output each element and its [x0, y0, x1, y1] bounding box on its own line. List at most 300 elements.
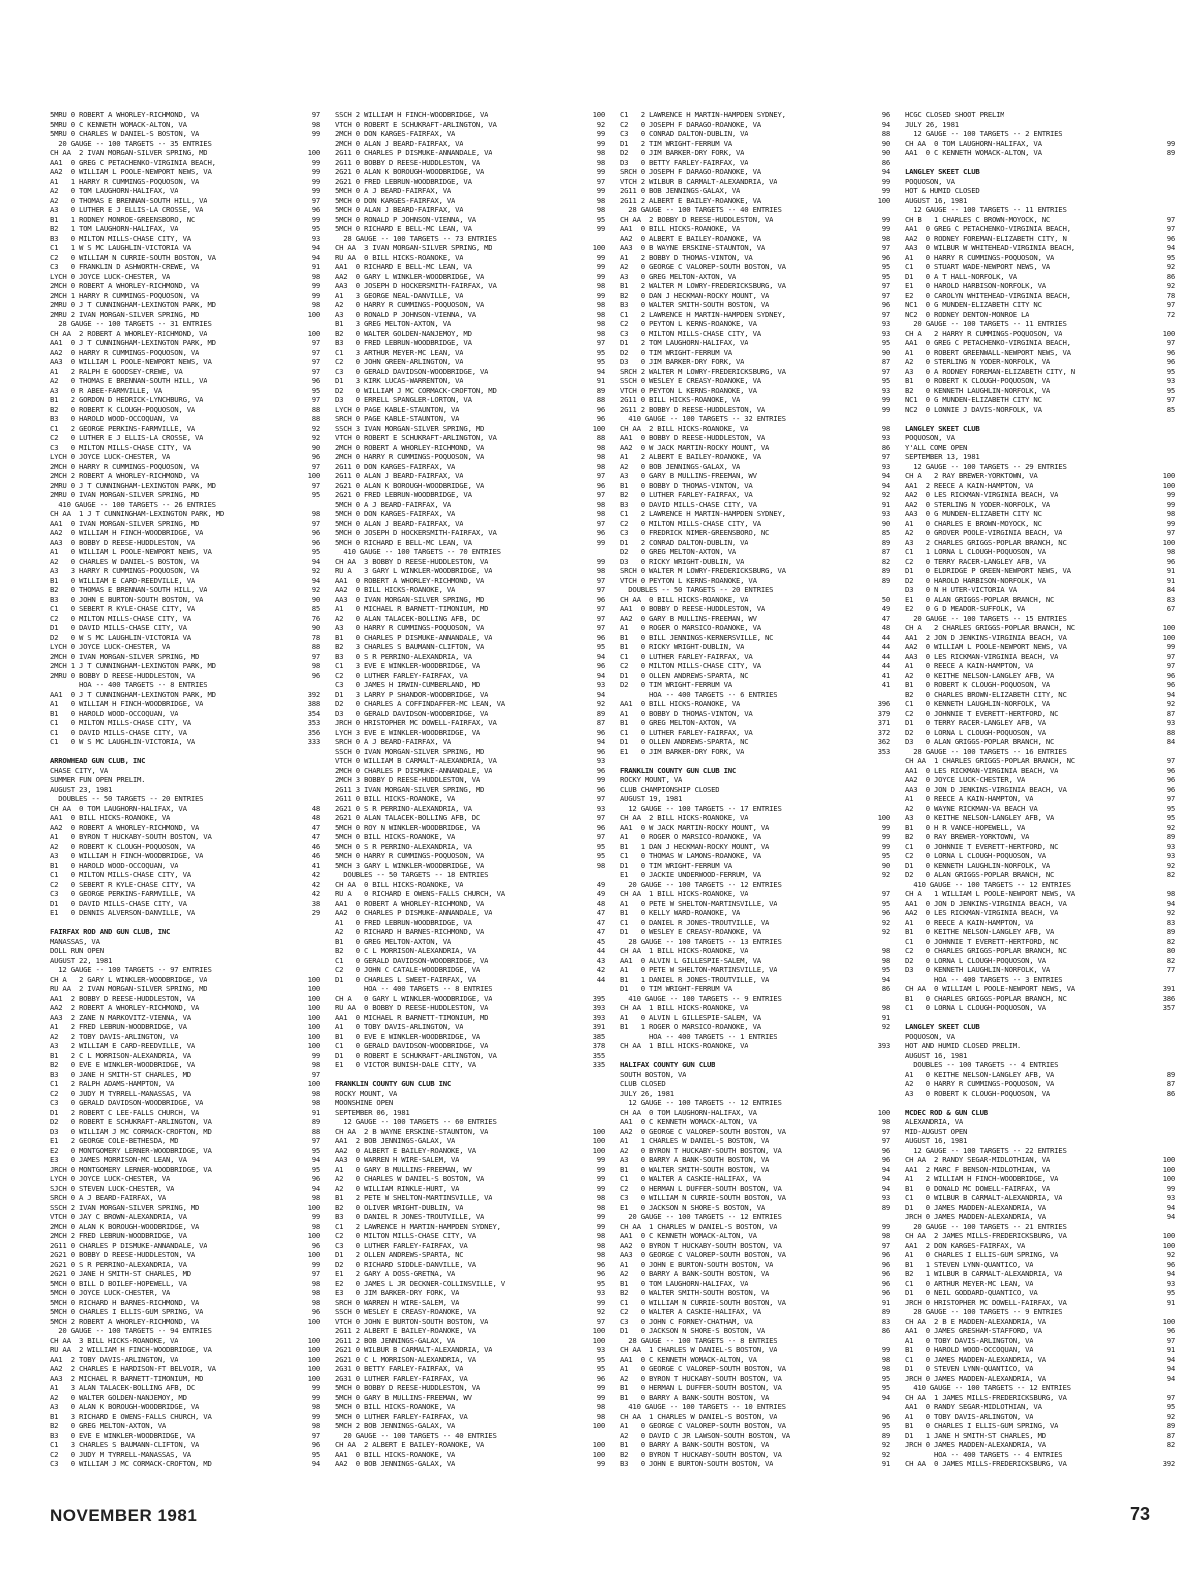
entry-text: C1 0 MILTON MILLS-CHASE CITY, VA — [50, 718, 191, 727]
entry-score: 100 — [1162, 1164, 1175, 1174]
result-line — [50, 1383, 320, 1393]
result-line — [905, 462, 1175, 472]
entry-score: 362 — [877, 737, 890, 746]
result-line — [905, 709, 1175, 719]
entry-score: 379 — [877, 708, 890, 718]
entry-score: 98 — [881, 1354, 890, 1364]
entry-score: 82 — [1166, 1440, 1175, 1449]
entry-score: 95 — [596, 214, 605, 224]
entry-score: 95 — [311, 385, 320, 395]
entry-score: 97 — [596, 176, 605, 186]
entry-score: 90 — [311, 623, 320, 632]
entry-text — [620, 1469, 777, 1471]
entry-score: 89 — [881, 1202, 890, 1212]
entry-text: B1 3 RICHARD E OWENS-FALLS CHURCH, VA — [50, 1411, 212, 1421]
result-line — [335, 1098, 605, 1108]
result-line — [905, 1041, 1175, 1051]
entry-score: 94 — [596, 651, 605, 661]
entry-score: 99 — [596, 1383, 605, 1392]
entry-score: 100 — [307, 1373, 320, 1383]
entry-text: 410 GAUGE -- 100 TARGETS -- 12 ENTRIES — [905, 1383, 1071, 1392]
entry-score: 93 — [881, 461, 890, 471]
entry-text: B1 2 WALTER M LOWRY-FREDERICKSBURG, VA — [620, 281, 786, 290]
entry-score: 97 — [311, 651, 320, 661]
entry-score — [593, 1469, 605, 1471]
spacer — [50, 747, 320, 757]
entry-score: 100 — [307, 1041, 320, 1050]
result-line — [335, 395, 605, 405]
entry-text: CH A 2 RAY BREWER-YORKTOWN, VA — [905, 471, 1038, 480]
entry-text: B1 0 KELLY WARD-ROANOKE, VA — [620, 908, 741, 917]
result-line — [620, 405, 890, 415]
entry-text: D1 0 DAVID MILLS-CHASE CITY, VA — [50, 623, 187, 632]
entry-text: AA1 0 JON D JENKINS-VIRGINIA BEACH, VA — [905, 898, 1067, 908]
result-line — [620, 1070, 890, 1080]
result-line — [905, 671, 1175, 681]
entry-text: C1 0 JAMES MADDEN-ALEXANDRIA, VA — [905, 1354, 1046, 1364]
entry-score: 97 — [311, 1430, 320, 1440]
result-line — [905, 604, 1175, 614]
result-line — [620, 177, 890, 187]
club-heading — [905, 1108, 1175, 1118]
entry-text: E1 0 JIM BARKER-DRY FORK, VA — [620, 746, 745, 756]
result-line — [50, 1165, 320, 1175]
entry-text: 5MCH 0 HARRY R CUMMINGS-POQUOSON, VA — [335, 851, 485, 860]
result-line — [620, 1155, 890, 1165]
entry-text: LANGLEY SKEET CLUB — [905, 167, 980, 176]
result-line — [905, 433, 1175, 443]
result-line — [905, 1051, 1175, 1061]
result-line — [50, 1260, 320, 1270]
entry-score — [601, 234, 605, 244]
entry-text: D2 0 TIM WRIGHT-FERRUM VA — [620, 680, 732, 689]
entry-score: 86 — [881, 157, 890, 167]
entry-score: 98 — [881, 946, 890, 955]
result-line — [620, 975, 890, 985]
result-line — [50, 994, 320, 1004]
entry-text: AA2 0 BILL HICKS-ROANOKE, VA — [335, 585, 456, 594]
entry-score: 49 — [596, 879, 605, 889]
entry-text: C1 0 JOHNNIE T EVERETT-HERTFORD, NC — [905, 841, 1059, 851]
entry-score: 98 — [311, 1421, 320, 1430]
entry-score: 94 — [1166, 1364, 1175, 1373]
entry-text: CH AA 3 IVAN MORGAN-SILVER SPRING, MD — [335, 243, 493, 252]
result-line — [620, 1222, 890, 1232]
entry-score — [316, 500, 320, 510]
result-line — [905, 129, 1175, 139]
result-line — [335, 718, 605, 728]
entry-text: 20 GAUGE -- 100 TARGETS -- 12 ENTRIES — [620, 1212, 782, 1221]
entry-text: CH AA 3 BILL HICKS-ROANOKE, VA — [50, 1335, 179, 1345]
entry-score: 93 — [596, 1288, 605, 1297]
entry-text: CH AA 3 BOBBY D REESE-HUDDLESTON, VA — [335, 556, 489, 566]
entry-text: 2G11 0 BOBBY D REESE-HUDDLESTON, VA — [335, 157, 481, 167]
result-line — [335, 1022, 605, 1032]
entry-text: AA2 0 ALBERT E BAILEY-ROANOKE, VA — [335, 1145, 476, 1155]
result-line — [335, 794, 605, 804]
entry-text: AA1 0 BILL HICKS-ROANOKE, VA — [335, 1449, 456, 1459]
entry-score: 391 — [1162, 984, 1175, 993]
entry-text: AA2 0 W JACK MARTIN-ROCKY MOUNT, VA — [620, 442, 770, 452]
entry-score: 99 — [311, 186, 320, 195]
entry-score: 97 — [1166, 338, 1175, 347]
entry-score — [886, 794, 890, 804]
entry-text: C1 0 ARTHUR MEYER-MC LEAN, VA — [905, 1278, 1034, 1288]
entry-score: 96 — [881, 1411, 890, 1421]
result-line — [905, 490, 1175, 500]
entry-text: A2 0 BYRON T HUCKABY-SOUTH BOSTON, VA — [620, 1373, 782, 1383]
result-line — [620, 576, 890, 586]
results-column-1 — [50, 110, 320, 1470]
result-line — [50, 1336, 320, 1346]
entry-score: 96 — [596, 1259, 605, 1269]
result-line — [50, 671, 320, 681]
entry-score: 97 — [881, 243, 890, 252]
entry-text: LYCH 0 JOYCE LUCK-CHESTER, VA — [50, 452, 171, 461]
entry-score: 97 — [1166, 794, 1175, 803]
result-line — [335, 775, 605, 785]
entry-score: 82 — [1166, 870, 1175, 879]
result-line — [905, 1317, 1175, 1327]
entry-score — [886, 756, 890, 766]
entry-text: A1 2 RALPH E GOODSEY-CREWE, VA — [50, 366, 183, 376]
entry-score: 93 — [881, 433, 890, 442]
result-line — [50, 1250, 320, 1260]
entry-text: B2 0 C L MORRISON-ALEXANDRIA, VA — [335, 946, 476, 955]
result-line — [620, 1127, 890, 1137]
entry-score: 100 — [1162, 328, 1175, 338]
result-line — [620, 1383, 890, 1393]
result-line — [905, 1032, 1175, 1042]
entry-score: 100 — [1162, 471, 1175, 480]
entry-text: B3 0 DAVID MILLS-CHASE CITY, VA — [620, 499, 757, 509]
entry-score: 97 — [596, 794, 605, 803]
entry-score — [1171, 452, 1175, 462]
entry-score: 98 — [596, 1240, 605, 1250]
result-line — [335, 1003, 605, 1013]
result-line — [50, 842, 320, 852]
club-heading — [905, 424, 1175, 434]
entry-text: 28 GAUGE -- 100 TARGETS -- 31 ENTRIES — [50, 319, 212, 328]
result-line — [50, 604, 320, 614]
entry-text: A1 0 CHARLES E BROWN-MOYOCK, NC — [905, 518, 1042, 528]
entry-score — [886, 1060, 890, 1070]
entry-text: AA1 0 BILL HICKS-ROANOKE, VA — [620, 699, 741, 708]
entry-score: 98 — [311, 1402, 320, 1411]
result-line — [620, 1345, 890, 1355]
result-line — [50, 1127, 320, 1137]
result-line — [905, 310, 1175, 320]
entry-score: 98 — [596, 157, 605, 167]
result-line — [335, 614, 605, 624]
result-line — [335, 1307, 605, 1317]
entry-text: B3 0 JOHN E BURTON-SOUTH BOSTON, VA — [620, 1459, 774, 1468]
result-line — [50, 186, 320, 196]
entry-text: 12 GAUGE -- 100 TARGETS -- 22 ENTRIES — [905, 1145, 1067, 1155]
entry-text: AA2 2 ROBERT A WHORLEY-RICHMOND, VA — [50, 1003, 200, 1012]
entry-score: 93 — [311, 233, 320, 243]
entry-text: AA1 0 ROBERT A WHORLEY-RICHMOND, VA — [335, 575, 485, 585]
spacer — [50, 918, 320, 928]
entry-score: 99 — [596, 167, 605, 176]
result-line — [905, 680, 1175, 690]
entry-score: 47 — [881, 613, 890, 623]
result-line — [50, 1431, 320, 1441]
entry-text: A3 0 ROBERT K CLOUGH-POQUOSON, VA — [905, 1088, 1051, 1098]
entry-score: 97 — [596, 623, 605, 632]
entry-text: A1 3 GEORGE NEAL-DANVILLE, VA — [335, 290, 464, 300]
entry-score: 95 — [881, 338, 890, 347]
result-line — [50, 1374, 320, 1384]
entry-score: 333 — [307, 737, 320, 746]
entry-score: 99 — [881, 176, 890, 186]
entry-score: 92 — [1166, 1411, 1175, 1421]
result-line — [335, 671, 605, 681]
entry-text: 5MRU 0 C KENNETH WOMACK-ALTON, VA — [50, 119, 187, 129]
entry-text: 2G11 0 BILL HICKS-ROANOKE, VA — [335, 794, 456, 803]
result-line — [335, 215, 605, 225]
entry-text: D2 0 LORNA L CLOUGH-POQUOSON, VA — [905, 727, 1046, 737]
result-line — [50, 984, 320, 994]
entry-score: 99 — [311, 1259, 320, 1269]
entry-text: C3 0 WILLIAM J MC CORMACK-CROFTON, MD — [50, 1459, 212, 1468]
result-line — [620, 984, 890, 994]
result-line — [335, 1032, 605, 1042]
result-line — [335, 205, 605, 215]
entry-score: 96 — [1166, 775, 1175, 784]
entry-text: 2G21 0 WILBUR B CARMALT-ALEXANDRIA, VA — [335, 1345, 493, 1354]
entry-score — [1171, 1117, 1175, 1127]
entry-score: 90 — [881, 518, 890, 528]
entry-text: VTCH 0 ROBERT E SCHUKRAFT-ARLINGTON, VA — [335, 119, 497, 129]
result-line — [620, 1288, 890, 1298]
entry-score: 95 — [881, 851, 890, 860]
entry-text: RU AA 0 BOBBY D REESE-HUDDLESTON, VA — [335, 1003, 489, 1012]
entry-score: 97 — [311, 480, 320, 490]
result-line — [620, 509, 890, 519]
entry-text: B1 0 HERMAN L DUFFER-SOUTH BOSTON, VA — [620, 1383, 782, 1392]
result-line — [50, 386, 320, 396]
result-line — [620, 338, 890, 348]
entry-score: 354 — [307, 708, 320, 718]
result-line — [50, 167, 320, 177]
entry-text: 5MCH 0 DON KARGES-FAIRFAX, VA — [335, 509, 456, 518]
spacer — [905, 1098, 1175, 1108]
result-line — [335, 196, 605, 206]
result-line — [335, 1269, 605, 1279]
entry-score: 100 — [307, 1364, 320, 1373]
result-line — [620, 433, 890, 443]
result-line — [335, 557, 605, 567]
result-line — [50, 1184, 320, 1194]
result-line — [335, 690, 605, 700]
result-line — [50, 234, 320, 244]
result-line — [50, 1212, 320, 1222]
entry-score: 353 — [307, 718, 320, 727]
result-line — [620, 1003, 890, 1013]
entry-score: 88 — [311, 1126, 320, 1136]
entry-score: 98 — [881, 423, 890, 433]
result-line — [905, 1450, 1175, 1460]
result-line — [50, 699, 320, 709]
result-line — [50, 832, 320, 842]
entry-text: A2 0 THOMAS E BRENNAN-SOUTH HILL, VA — [50, 195, 208, 205]
entry-text: 5MCH 0 JOYCE LUCK-CHESTER, VA — [50, 1288, 171, 1297]
result-line — [620, 234, 890, 244]
result-line — [50, 158, 320, 168]
entry-text: D1 0 DAVID MILLS-CHASE CITY, VA — [50, 898, 187, 908]
entry-text: 20 GAUGE -- 100 TARGETS -- 15 ENTRIES — [905, 613, 1067, 623]
entry-score — [886, 1079, 890, 1089]
result-line — [50, 1412, 320, 1422]
entry-text: B3 0 FRED LEBRUN-WOODBRIDGE, VA — [335, 338, 472, 347]
entry-text: D3 0 KENNETH LAUGHLIN-NORFOLK, VA — [905, 965, 1051, 974]
entry-text: D2 0 GREG MELTON-AXTON, VA — [620, 547, 737, 556]
entry-score: 93 — [596, 1345, 605, 1354]
entry-score: 96 — [881, 908, 890, 917]
result-line — [905, 1393, 1175, 1403]
entry-text: C3 0 GEORGE PERKINS-FARMVILLE, VA — [50, 889, 196, 898]
entry-score: 92 — [881, 1022, 890, 1031]
entry-score: 95 — [596, 1354, 605, 1364]
entry-text: A1 0 WILLIAM L POOLE-NEWPORT NEWS, VA — [50, 547, 212, 556]
result-line — [335, 452, 605, 462]
entry-text: AUGUST 16, 1981 — [905, 1050, 968, 1060]
entry-text: C1 0 WALTER A CASKIE-HALIFAX, VA — [620, 1174, 761, 1183]
entry-text: 2MCH 0 ROBERT A WHORLEY-RICHMOND, VA — [50, 281, 200, 290]
result-line — [905, 481, 1175, 491]
entry-score: 100 — [1162, 1240, 1175, 1250]
entry-text: A1 0 PETE W SHELTON-MARTINSVILLE, VA — [620, 965, 778, 974]
entry-score: 99 — [881, 395, 890, 404]
entry-text: C3 0 CONRAD DALTON-DUBLIN, VA — [620, 129, 749, 138]
entry-score: 100 — [592, 1145, 605, 1155]
entry-score: 100 — [307, 974, 320, 984]
entry-text: C1 0 GERALD DAVIDSON-WOODBRIDGE, VA — [335, 955, 489, 965]
entry-text: JRCH 0 MONTGOMERY LERNER-WOODBRIDGE, VA — [50, 1164, 212, 1174]
result-line — [335, 1459, 605, 1469]
entry-text: D3 0 WILLIAM J MC CORMACK-CROFTON, MD — [50, 1126, 212, 1136]
entry-score: 99 — [596, 1212, 605, 1221]
result-line — [335, 899, 605, 909]
entry-score: 77 — [1166, 965, 1175, 974]
result-line — [335, 1374, 605, 1384]
entry-score — [1171, 1032, 1175, 1042]
result-line — [335, 120, 605, 130]
entry-text: AA1 2 MARC F BENSON-MIDLOTHIAN, VA — [905, 1164, 1051, 1174]
entry-text: C1 1 W S MC LAUGHLIN-VICTORIA VA — [50, 243, 191, 252]
result-line — [905, 1165, 1175, 1175]
entry-text: B2 0 CHARLES BROWN-ELIZABETH CITY, NC — [905, 689, 1067, 699]
entry-text: C1 0 LORNA L CLOUGH-POQUOSON, VA — [905, 1003, 1046, 1012]
entry-score: 97 — [1166, 395, 1175, 404]
entry-text: CH A 2 CHARLES GRIGGS-POPLAR BRANCH, NC — [905, 623, 1075, 632]
entry-score: 98 — [596, 205, 605, 214]
entry-score: 99 — [596, 186, 605, 195]
entry-text: B1 0 WILLIAM E CARD-REEDVILLE, VA — [50, 575, 196, 585]
entry-score — [1171, 1041, 1175, 1051]
result-line — [620, 186, 890, 196]
entry-score: 99 — [596, 224, 605, 233]
entry-text: A2 0 CHARLES W DANIEL-S BOSTON, VA — [335, 1174, 485, 1183]
entry-score: 100 — [592, 1136, 605, 1145]
result-line — [335, 1184, 605, 1194]
result-line — [620, 604, 890, 614]
result-line — [50, 262, 320, 272]
result-line — [620, 1431, 890, 1441]
entry-text: CH AA 0 WILLIAM L POOLE-NEWPORT NEWS, VA — [905, 984, 1075, 993]
entry-score: 94 — [311, 1155, 320, 1164]
result-line — [905, 1146, 1175, 1156]
entry-score: 92 — [1166, 1250, 1175, 1259]
entry-text: A2 0 BYRON T HUCKABY-SOUTH BOSTON, VA — [620, 1145, 782, 1155]
entry-text: SRCH 0 WARREN H WIRE-SALEM, VA — [335, 1297, 460, 1307]
entry-score: 78 — [1166, 290, 1175, 300]
result-line — [905, 737, 1175, 747]
result-line — [50, 395, 320, 405]
entry-score: 95 — [881, 271, 890, 281]
result-line — [50, 1041, 320, 1051]
entry-score — [1171, 1383, 1175, 1393]
entry-score: 82 — [881, 556, 890, 566]
entry-text: D2 0 CHARLES A COFFINDAFFER-MC LEAN, VA — [335, 699, 505, 708]
result-line — [905, 576, 1175, 586]
result-line — [50, 538, 320, 548]
result-line — [50, 1070, 320, 1080]
entry-text: SJCH 0 STEVEN LUCK-CHESTER, VA — [50, 1183, 175, 1193]
result-line — [50, 500, 320, 510]
entry-text: 2G21 0 S R PERRINO-ALEXANDRIA, VA — [50, 1259, 187, 1269]
entry-score: 99 — [596, 1174, 605, 1183]
result-line — [620, 889, 890, 899]
result-line — [620, 699, 890, 709]
entry-text: 12 GAUGE -- 100 TARGETS -- 2 ENTRIES — [905, 129, 1063, 138]
entry-text: B1 0 BARRY A BANK-SOUTH BOSTON, VA — [620, 1392, 770, 1402]
result-line — [620, 880, 890, 890]
entry-text: B2 0 GREG MELTON-AXTON, VA — [50, 1421, 167, 1430]
entry-text: C1 1 LORNA L CLOUGH-POQUOSON, VA — [905, 547, 1046, 556]
result-line — [335, 158, 605, 168]
entry-score — [1171, 747, 1175, 757]
entry-text: 28 GAUGE -- 100 TARGETS -- 9 ENTRIES — [905, 1307, 1063, 1316]
entry-text: AUGUST 22, 1981 — [50, 955, 113, 965]
result-line — [620, 595, 890, 605]
entry-text: A2 0 ALAN TALACEK-BOLLING AFB, DC — [335, 613, 481, 623]
entry-text: A1 0 HARRY R CUMMINGS-POQUOSON, VA — [905, 252, 1055, 262]
entry-text: B1 0 HAROLD WOOD-OCCOQUAN, VA — [50, 860, 179, 870]
entry-text: SRCH 0 JOSEPH F DARAGO-ROANOKE, VA — [620, 167, 761, 176]
entry-text: C1 0 THOMAS W LAMONS-ROANOKE, VA — [620, 851, 761, 860]
result-line — [905, 614, 1175, 624]
result-line — [335, 604, 605, 614]
entry-score — [316, 927, 320, 937]
entry-text: 410 GAUGE -- 100 TARGETS -- 32 ENTRIES — [620, 414, 786, 423]
entry-score: 90 — [881, 138, 890, 148]
result-line — [620, 965, 890, 975]
entry-text: 2G21 0 BOBBY D REESE-HUDDLESTON, VA — [50, 1250, 196, 1259]
entry-text: D2 0 ALAN GRIGGS-POPLAR BRANCH, NC — [905, 870, 1055, 879]
result-line — [335, 481, 605, 491]
result-line — [905, 699, 1175, 709]
result-line — [620, 1459, 890, 1469]
result-line — [905, 224, 1175, 234]
entry-text: 2G11 0 CHARLES P DISMUKE-ANNANDALE, VA — [335, 148, 493, 157]
entry-text: C1 3 ARTHUR MEYER-MC LEAN, VA — [335, 347, 464, 357]
result-line — [905, 443, 1175, 453]
entry-text: AA2 0 WILLIAM H FINCH-WOODBRIDGE, VA — [50, 528, 204, 537]
result-line — [620, 357, 890, 367]
entry-score — [1171, 414, 1175, 424]
